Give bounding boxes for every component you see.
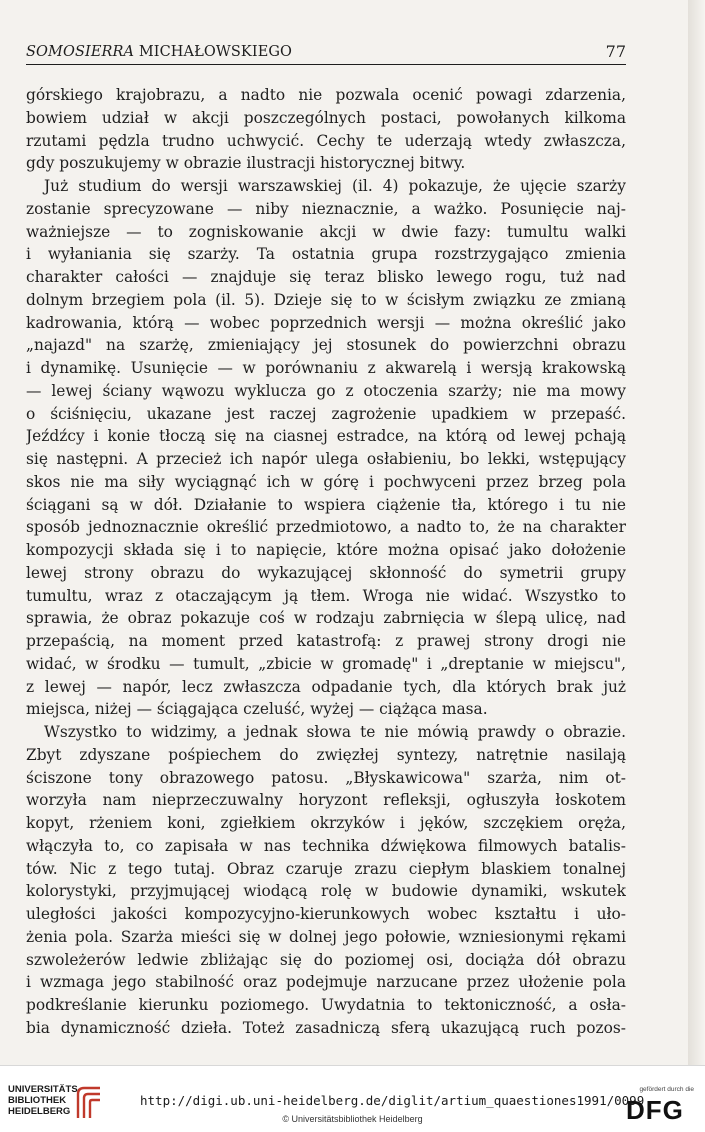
text-line: Zbyt zdyszane pośpiechem do zwięzłej syntezy, natrętnie nasilają: [26, 745, 626, 764]
library-name-line-1: UNIVERSITÄTS-: [8, 1084, 81, 1095]
text-line: worzyła nam nieprzeczuwalny horyzont refleksji, ogłuszyła łoskotem: [26, 791, 626, 810]
document-url-link[interactable]: http://digi.ub.uni-heidelberg.de/diglit/artium_quaestiones1991/0099: [140, 1093, 645, 1108]
text-line: uległości jakości kompozycyjno-kierunkowych wobec kształtu i uło-: [26, 905, 626, 923]
text-line: o ściśnięciu, ukazane jest raczej zagrożenie upadkiem w przepaść.: [26, 404, 626, 423]
running-title-rest: MICHAŁOWSKIEGO: [134, 44, 293, 60]
footer-bar: [0, 1065, 705, 1132]
text-line: skos nie ma siły wyciągnąć ich w górę i pochwyceni przez brzeg pola: [26, 472, 626, 491]
text-line: Jeźdźcy i konie tłoczą się na ciasnej estradce, na którą od lewej pchają: [26, 427, 626, 446]
text-line: kadrowania, którą — wobec poprzednich wersji — można określić jako: [26, 313, 626, 332]
text-line: ważniejsze — to zogniskowanie akcji w dwie fazy: tumultu walki: [26, 222, 626, 241]
text-line: podkreślanie kierunku poziomego. Uwydatnia to tektoniczność, a osła-: [26, 996, 626, 1014]
page-edge-shadow: [688, 0, 705, 1065]
library-name: [8, 1084, 81, 1117]
library-name-line-2: BIBLIOTHEK: [8, 1095, 67, 1106]
text-line: kompozycji składa się i to napięcie, które można opisać jako dołożenie: [26, 541, 626, 559]
page-number: 77: [605, 42, 626, 61]
text-line: kolorystyki, przyjmującej wiodącą rolę w budowie dynamiki, wskutek: [26, 882, 626, 901]
text-line: ściągani są w dół. Działanie to wspiera ciążenie tła, którego i tu nie: [26, 495, 626, 514]
text-line: zostanie sprecyzowane — niby nieznacznie, a ważko. Posunięcie naj-: [26, 199, 626, 218]
text-line: Wszystko to widzimy, a jednak słowa te nie mówią prawdy o obrazie.: [44, 723, 626, 741]
text-line: i dynamikę. Usunięcie — w porównaniu z akwarelą i wersją krakowską: [26, 359, 626, 377]
running-title-italic: SOMOSIERRA: [26, 44, 135, 60]
text-line: włączyła to, co zapisała w nas technika dźwiękowa filmowych batalis-: [26, 836, 626, 855]
text-line: gdy poszukujemy w obrazie ilustracji historycznej bitwy.: [26, 154, 466, 173]
text-line: tów. Nic z tego tutaj. Obraz czaruje zrazu ciepłym blaskiem tonalnej: [26, 859, 626, 878]
text-line: „najazd" na szarżę, zmieniający jej stosunek do powierzchni obrazu: [26, 336, 626, 355]
text-line: się następni. A przecież ich napór ulega osłabieniu, bo lekki, wstępujący: [26, 450, 626, 468]
running-title: [26, 44, 292, 60]
text-line: i wzmaga jego stabilność oraz podejmuje narzucane przez ułożenie pola: [26, 973, 626, 992]
text-line: sprawia, że obraz pokazuje coś w rodzaju zabrnięcia w ślepą ulicę, nad: [26, 609, 626, 628]
text-line: sposób jednoznacznie określić przedmiotowo, a nadto to, że na charakter: [26, 518, 626, 537]
dfg-funding-logo[interactable]: [624, 1086, 698, 1126]
text-line: widać, w środku — tumult, „zbicie w gromadę" i „dreptanie w miejscu",: [26, 654, 626, 673]
text-line: miejsca, niżej — ściągająca czeluść, wyżej — ciążąca masa.: [26, 700, 488, 719]
library-name-line-3: HEIDELBERG: [8, 1106, 71, 1117]
text-line: dolnym brzegiem pola (il. 5). Dzieje się to w ścisłym związku ze zmianą: [26, 290, 626, 309]
running-header: [26, 38, 626, 65]
text-line: charakter całości — znajduje się teraz blisko lewego rogu, tuż nad: [26, 268, 626, 286]
text-line: — lewej ściany wąwozu wyklucza go z otoczenia szarży; nie ma mowy: [26, 381, 626, 400]
text-line: przepaścią, na moment przed katastrofą: z prawej strony drogi nie: [26, 632, 626, 650]
body-text: [26, 84, 626, 1040]
text-line: żenia pola. Szarża mieści się w dolnej jego połowie, wzniesionymi rękami: [26, 927, 626, 946]
text-line: ściszone tony obrazowego patosu. „Błyskawicowa" szarża, nim ot-: [26, 768, 626, 787]
copyright-notice: © Universitätsbibliothek Heidelberg: [282, 1114, 423, 1124]
text-line: bia dynamiczność dzieła. Toteż zasadniczą sferą ukazującą ruch pozos-: [26, 1018, 626, 1037]
text-line: tumultu, wraz z otaczającym ją tłem. Wroga nie widać. Wszystko to: [26, 586, 626, 605]
text-line: i wyłaniania się szarży. Ta ostatnia grupa rozstrzygająco zmienia: [26, 245, 626, 264]
text-line: bowiem udział w akcji poszczególnych postaci, powołanych kilkoma: [26, 108, 626, 127]
text-line: szwoleżerów ledwie zbliżając się do poziomej osi, dociąża dół obrazu: [26, 950, 626, 969]
dfg-logo-text: DFG: [626, 1095, 684, 1125]
text-line: z lewej — napór, lecz zwłaszcza odpadanie tych, dla których brak już: [26, 677, 626, 696]
text-line: rzutami pędzla trudno uchwycić. Cechy te uderzają wtedy zwłaszcza,: [26, 131, 626, 150]
dfg-caption: gefördert durch die: [639, 1086, 694, 1093]
text-line: lewej strony obrazu do wykazującej skłonność do symetrii grupy: [26, 563, 626, 582]
text-line: kopyt, rżeniem koni, zgiełkiem okrzyków i jęków, szczękiem oręża,: [26, 814, 626, 832]
text-line: górskiego krajobrazu, a nadto nie pozwala ocenić powagi zdarzenia,: [26, 86, 626, 104]
text-line: Już studium do wersji warszawskiej (il. 4) pokazuje, że ujęcie szarży: [44, 177, 626, 195]
